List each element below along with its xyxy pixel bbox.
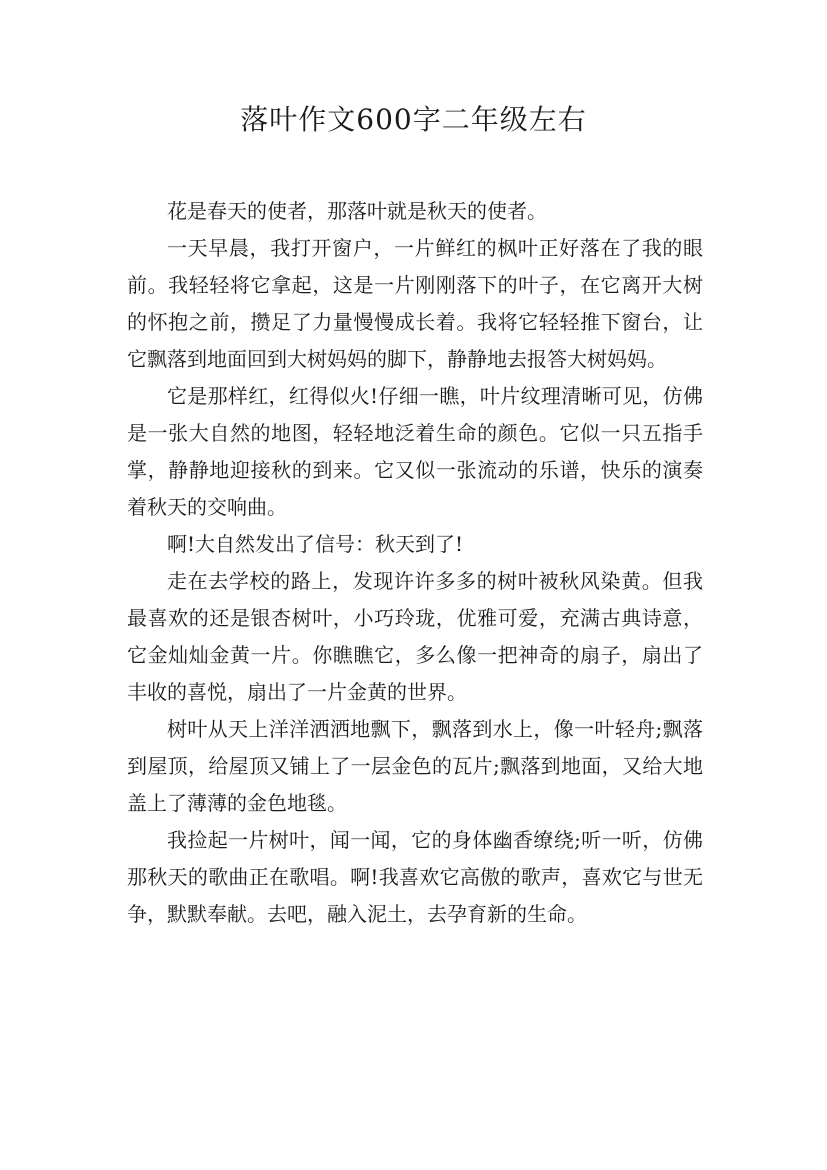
- paragraph: 树叶从天上洋洋洒洒地飘下，飘落到水上，像一叶轻舟;飘落到屋顶，给屋顶又铺上了一层金色的瓦片;飘落到地面，又给大地盖上了薄薄的金色地毯。: [127, 717, 703, 815]
- paragraph: 啊!大自然发出了信号：秋天到了!: [167, 532, 464, 556]
- paragraph: 一天早晨，我打开窗户，一片鲜红的枫叶正好落在了我的眼前。我轻轻将它拿起，这是一片刚刚落下的叶子，在它离开大树的怀抱之前，攒足了力量慢慢成长着。我将它轻轻推下窗台，让它飘落到地面回到大树妈妈的脚下，静静地去报答大树妈妈。: [127, 236, 703, 371]
- paragraph: 走在去学校的路上，发现许许多多的树叶被秋风染黄。但我最喜欢的还是银杏树叶，小巧玲珑，优雅可爱，充满古典诗意，它金灿灿金黄一片。你瞧瞧它，多么像一把神奇的扇子，扇出了丰收的喜悦，扇出了一片金黄的世界。: [127, 569, 703, 704]
- paragraph: 花是春天的使者，那落叶就是秋天的使者。: [167, 199, 547, 223]
- paragraph: 我捡起一片树叶，闻一闻，它的身体幽香缭绕;听一听，仿佛那秋天的歌曲正在歌唱。啊!我喜欢它高傲的歌声，喜欢它与世无争，默默奉献。去吧，融入泥土，去孕育新的生命。: [127, 828, 703, 926]
- document-body: [127, 193, 703, 933]
- document-title: 落叶作文600字二年级左右: [240, 103, 587, 136]
- paragraph: 它是那样红，红得似火!仔细一瞧，叶片纹理清晰可见，仿佛是一张大自然的地图，轻轻地泛着生命的颜色。它似一只五指手掌，静静地迎接秋的到来。它又似一张流动的乐谱，快乐的演奏着秋天的交响曲。: [127, 384, 703, 519]
